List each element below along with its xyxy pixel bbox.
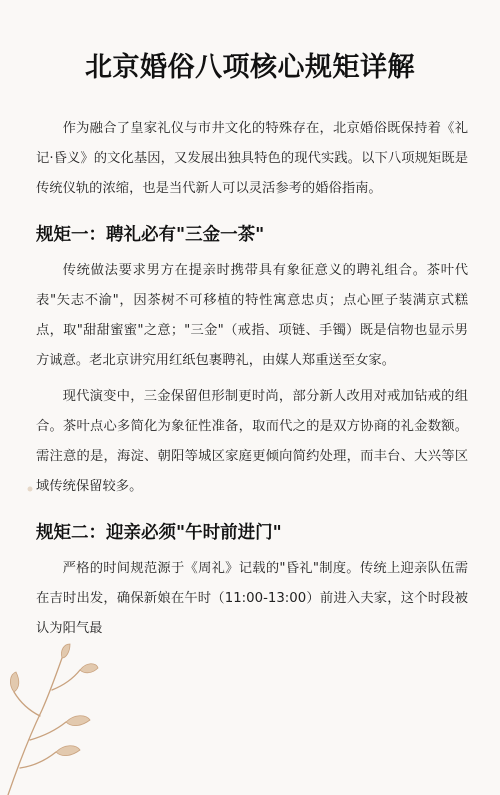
article-body [36,114,468,644]
section-2-paragraph-1: 严格的时间规范源于《周礼》记载的"昏礼"制度。传统上迎亲队伍需在吉时出发，确保新娘在午时（11:00-13:00）前进入夫家，这个时段被认为阳气最 [36,561,468,636]
floral-branch-decoration [0,640,120,795]
section-1-heading: 规矩一：聘礼必有"三金一茶" [36,225,265,245]
section-1-paragraph-1: 传统做法要求男方在提亲时携带具有象征意义的聘礼组合。茶叶代表"矢志不渝"，因茶树不可移植的特性寓意忠贞；点心匣子装满京式糕点，取"甜甜蜜蜜"之意；"三金"（戒指、项链、手镯）既是信物也显示男方诚意。老北京讲究用红纸包裹聘礼，由媒人郑重送至女家。 [36,263,468,368]
page-title: 北京婚俗八项核心规矩详解 [85,52,415,83]
section-1-paragraph-2: 现代演变中，三金保留但形制更时尚，部分新人改用对戒加钻戒的组合。茶叶点心多简化为象征性准备，取而代之的是双方协商的礼金数额。需注意的是，海淀、朝阳等城区家庭更倾向简约处理，而丰台、大兴等区域传统保留较多。 [36,389,468,494]
intro-paragraph: 作为融合了皇家礼仪与市井文化的特殊存在，北京婚俗既保持着《礼记·昏义》的文化基因，又发展出独具特色的现代实践。以下八项规矩既是传统仪轨的浓缩，也是当代新人可以灵活参考的婚俗指南。 [36,121,468,196]
small-dot-decoration [26,485,34,493]
section-2-heading: 规矩二：迎亲必须"午时前进门" [36,523,282,543]
